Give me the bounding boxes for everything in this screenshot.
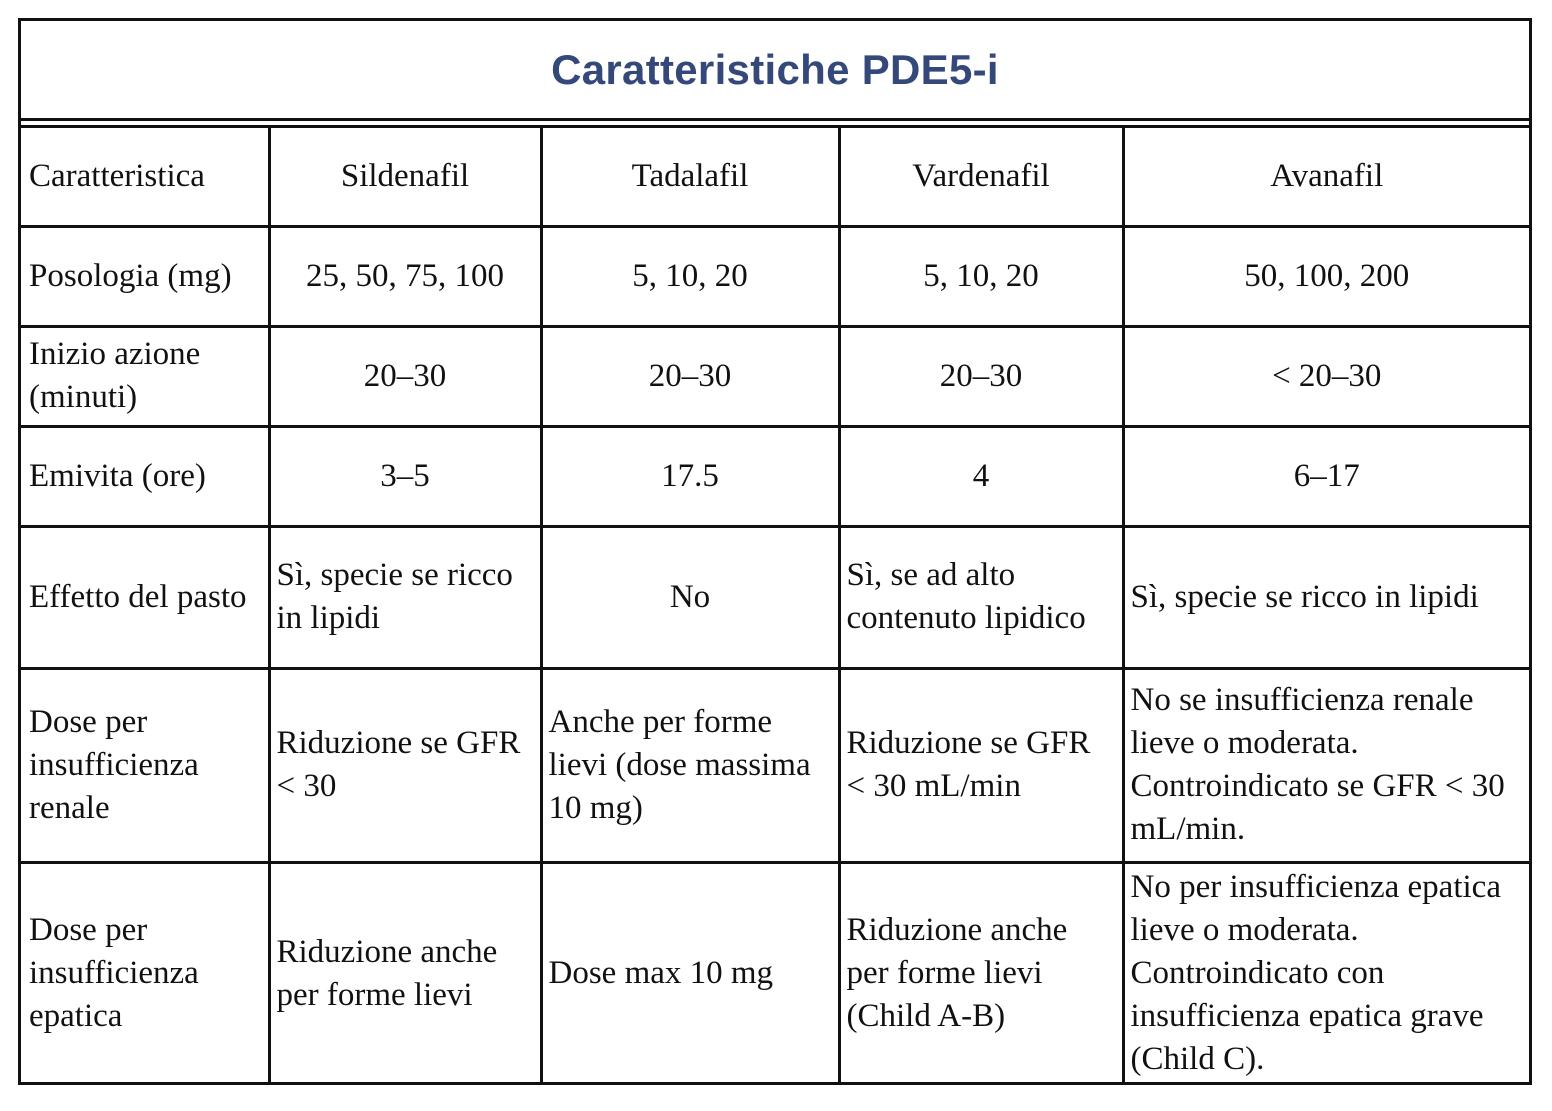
table-cell: 3–5: [269, 426, 541, 526]
table-cell: Riduzione anche per forme lievi (Child A-B): [839, 862, 1123, 1084]
table-cell: 20–30: [541, 326, 839, 426]
table-row: [21, 526, 1529, 668]
table-row: [21, 326, 1529, 426]
table-cell: No se insufficienza renale lieve o moderata. Controindicato se GFR < 30 mL/min.: [1123, 668, 1529, 862]
header-cell: Vardenafil: [839, 128, 1123, 226]
table-cell: No per insufficienza epatica lieve o moderata. Controindicato con insufficienza epatica grave (Child C).: [1130, 869, 1501, 1078]
table-cell: 50, 100, 200: [1123, 226, 1529, 326]
row-label: Posologia (mg): [21, 226, 269, 326]
table-cell: Sì, se ad alto contenuto lipidico: [839, 526, 1123, 668]
table-cell: No: [541, 526, 839, 668]
header-cell: Caratteristica: [21, 128, 269, 226]
table-cell: 5, 10, 20: [541, 226, 839, 326]
table-cell: 20–30: [839, 326, 1123, 426]
row-label: Dose per insufficienza epatica: [21, 862, 269, 1084]
table-cell: Sì, specie se ricco in lipidi: [269, 526, 541, 668]
title-band: [21, 21, 1529, 121]
pde5-table: [21, 128, 1529, 1084]
table-cell: Riduzione se GFR < 30: [269, 668, 541, 862]
table-cell: < 20–30: [1123, 326, 1529, 426]
table-cell: Anche per forme lievi (dose massima 10 mg): [541, 668, 839, 862]
table-title: Caratteristiche PDE5-i: [551, 45, 999, 93]
row-label: Effetto del pasto: [21, 526, 269, 668]
table-row: [21, 668, 1529, 862]
table-cell: Sì, specie se ricco in lipidi: [1123, 526, 1529, 668]
table-cell: Dose max 10 mg: [541, 862, 839, 1084]
table-cell: Riduzione anche per forme lievi: [269, 862, 541, 1084]
table-cell: 20–30: [269, 326, 541, 426]
header-row: [21, 128, 1529, 226]
table-row: [21, 426, 1529, 526]
row-label: Dose per insufficienza renale: [21, 668, 269, 862]
table-cell: 25, 50, 75, 100: [269, 226, 541, 326]
table-cell: 17.5: [541, 426, 839, 526]
table-row: [21, 862, 1529, 1084]
row-label: Emivita (ore): [21, 426, 269, 526]
header-cell: Sildenafil: [269, 128, 541, 226]
table-cell: 5, 10, 20: [839, 226, 1123, 326]
title-separator: [21, 121, 1529, 128]
header-cell: Tadalafil: [541, 128, 839, 226]
table-cell: Riduzione se GFR < 30 mL/min: [839, 668, 1123, 862]
table-cell: 6–17: [1123, 426, 1529, 526]
table-cell: 4: [839, 426, 1123, 526]
table-row: [21, 226, 1529, 326]
table-frame: [18, 18, 1532, 1085]
row-label: Inizio azione (minuti): [21, 326, 269, 426]
header-cell: Avanafil: [1123, 128, 1529, 226]
